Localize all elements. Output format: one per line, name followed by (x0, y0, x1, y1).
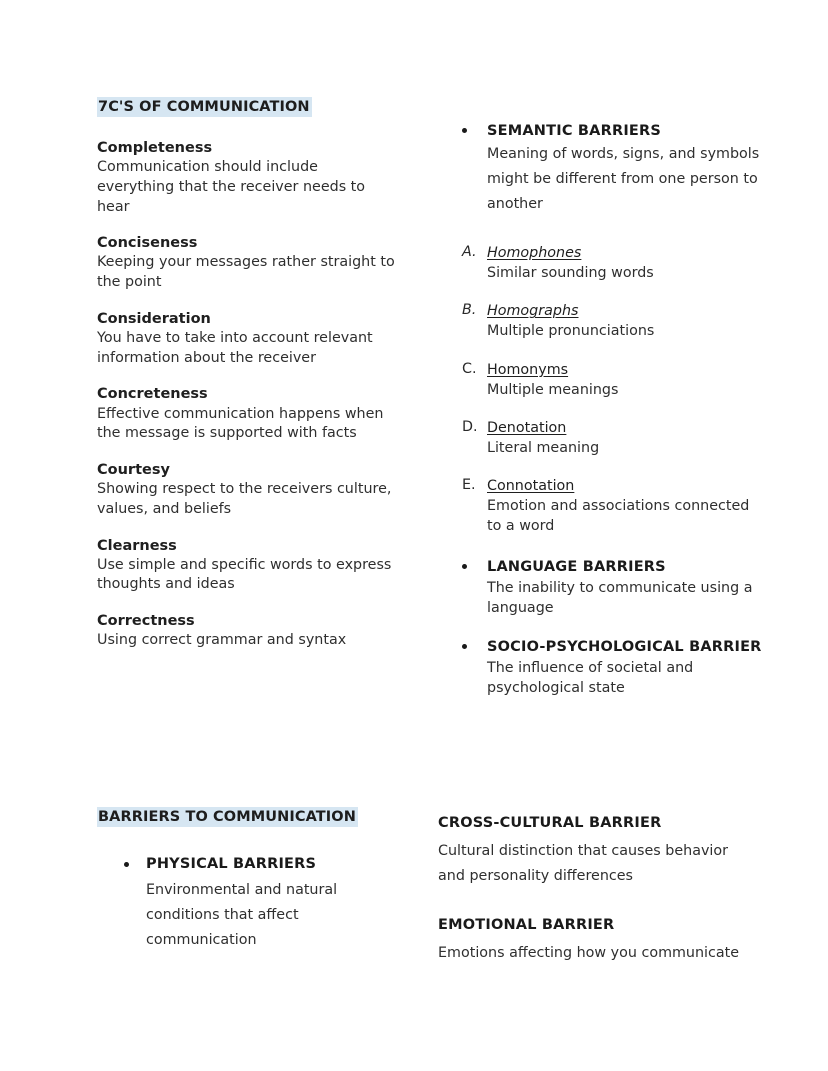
physical-barriers-description: Environmental and natural conditions that affect communication (146, 881, 338, 949)
list-item (462, 419, 762, 458)
seven-cs-heading-wrap (97, 96, 407, 115)
sub-term-description: Literal meaning (487, 440, 600, 457)
cross-cultural-barrier-description: Cultural distinction that causes behavior and personality differences (438, 842, 729, 884)
list-item (462, 477, 762, 536)
list-item (462, 638, 762, 698)
sub-term-label: Denotation (487, 419, 567, 436)
language-barriers-title: LANGUAGE BARRIERS (487, 559, 666, 576)
term-label: Conciseness (97, 235, 198, 252)
sub-term-label: Connotation (487, 478, 575, 495)
emotional-barrier-description: Emotions affecting how you communicate (438, 945, 740, 961)
bullet-icon (124, 862, 129, 867)
sub-term-label: Homophones (487, 244, 582, 261)
sub-term-description: Multiple meanings (487, 381, 619, 398)
list-marker: C. (462, 360, 477, 377)
semantic-barriers-title: SEMANTIC BARRIERS (487, 123, 662, 139)
term-description: Showing respect to the receivers culture, values, and beliefs (97, 481, 392, 517)
list-item (97, 234, 407, 293)
list-item (97, 385, 407, 444)
list-item (462, 244, 762, 283)
term-label: Concreteness (97, 386, 208, 403)
emotional-barrier-title: EMOTIONAL BARRIER (438, 917, 615, 934)
sub-term-description: Similar sounding words (487, 265, 654, 282)
term-description: Using correct grammar and syntax (97, 632, 347, 649)
bullet-icon (462, 564, 467, 569)
list-item (462, 122, 762, 218)
barriers-heading-wrap (97, 806, 417, 825)
sub-term-label: Homographs (487, 303, 579, 320)
list-item (97, 461, 407, 520)
sub-term-description: Multiple pronunciations (487, 323, 655, 340)
list-item (438, 916, 748, 966)
term-description: Use simple and specific words to express thoughts and ideas (97, 556, 392, 593)
semantic-barriers-section (462, 122, 762, 698)
list-item (462, 302, 762, 341)
term-label: Courtesy (97, 461, 170, 478)
term-description: Keeping your messages rather straight to the point (97, 254, 395, 291)
list-marker: A. (462, 243, 477, 260)
barriers-to-communication-heading: BARRIERS TO COMMUNICATION (98, 809, 356, 825)
term-label: Consideration (97, 310, 211, 327)
sub-term-description: Emotion and associations connected to a word (487, 498, 750, 535)
term-description: Communication should include everything that the receiver needs to hear (97, 159, 366, 215)
list-item (97, 855, 417, 954)
list-item (97, 612, 407, 651)
physical-barriers-title: PHYSICAL BARRIERS (146, 856, 317, 872)
list-item (438, 814, 748, 889)
list-item (97, 139, 407, 217)
sub-term-label: Homonyms (487, 361, 569, 378)
cross-cultural-barrier-title: CROSS-CULTURAL BARRIER (438, 815, 662, 831)
seven-cs-section (97, 96, 407, 651)
list-item (97, 537, 407, 596)
list-item (462, 558, 762, 618)
list-marker: E. (462, 477, 476, 494)
bullet-icon (462, 644, 467, 649)
socio-psychological-barrier-title: SOCIO-PSYCHOLOGICAL BARRIER (487, 639, 762, 656)
seven-cs-heading: 7C'S OF COMMUNICATION (98, 99, 310, 115)
other-barriers-section (438, 814, 748, 966)
socio-psychological-barrier-description: The influence of societal and psychological state (487, 659, 694, 696)
term-label: Clearness (97, 537, 177, 554)
semantic-barriers-description: Meaning of words, signs, and symbols might be different from one person to another (487, 145, 760, 213)
list-marker: B. (462, 302, 477, 319)
list-item (462, 361, 762, 400)
term-description: Effective communication happens when the message is supported with facts (97, 405, 384, 442)
term-description: You have to take into account relevant information about the receiver (97, 329, 373, 366)
term-label: Completeness (97, 140, 213, 156)
list-marker: D. (462, 418, 478, 435)
term-label: Correctness (97, 613, 195, 630)
list-item (97, 310, 407, 369)
language-barriers-description: The inability to communicate using a language (487, 580, 753, 617)
barriers-to-communication-section (97, 806, 417, 954)
bullet-icon (462, 128, 467, 133)
